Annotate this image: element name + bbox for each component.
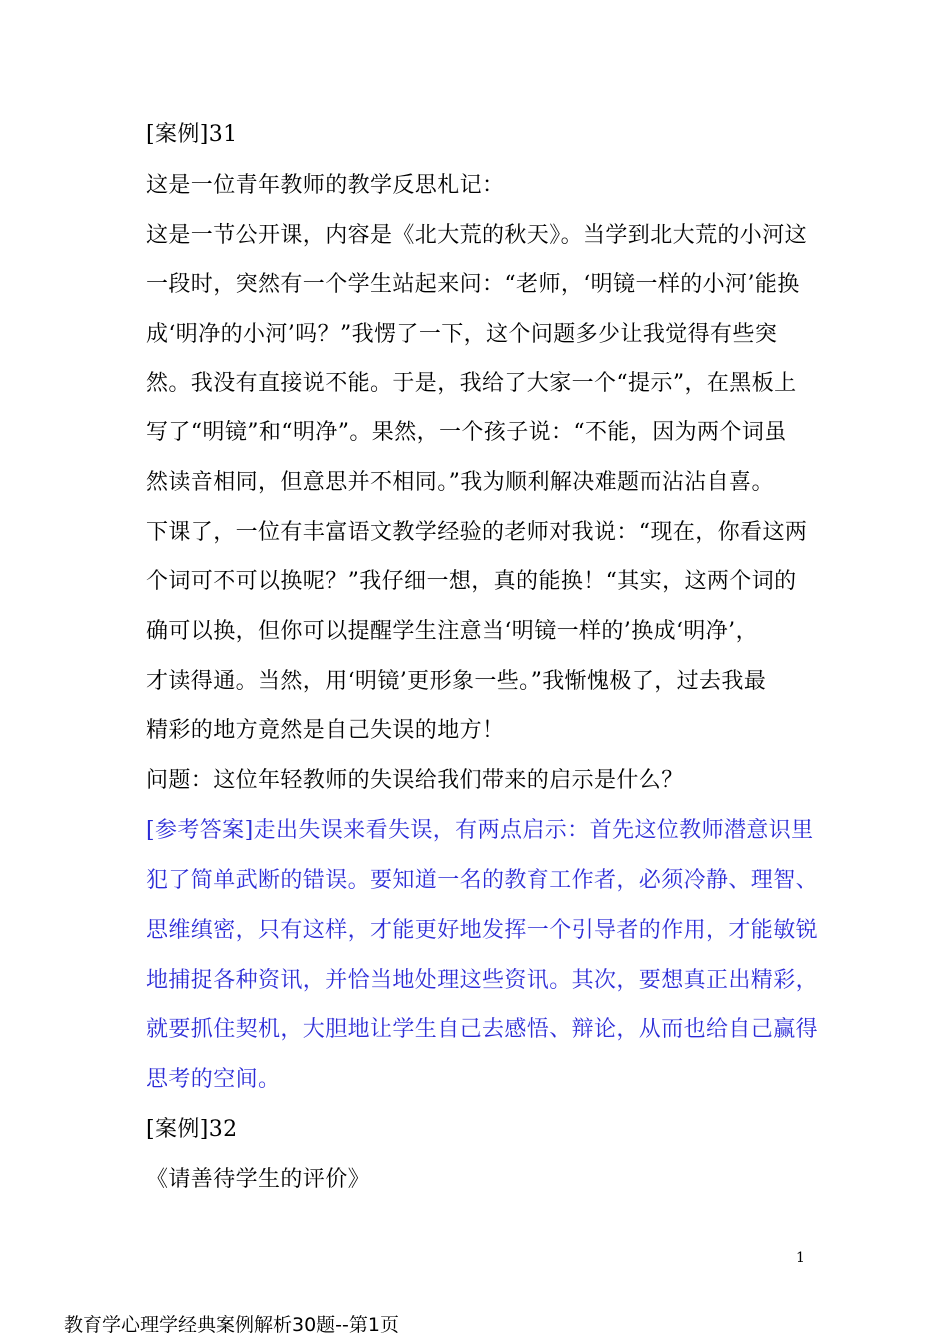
footer-caption: 教育学心理学经典案例解析30题--第1页	[64, 1314, 399, 1336]
case31-answer-line: 就要抓住契机，大胆地让学生自己去感悟、辩论，从而也给自己赢得	[146, 1017, 819, 1042]
page-number: 1	[796, 1250, 805, 1266]
case31-answer-line: 思维缜密，只有这样，才能更好地发挥一个引导者的作用，才能敏锐	[146, 918, 819, 943]
case31-answer-line: 犯了简单武断的错误。要知道一名的教育工作者，必须冷静、理智、	[146, 868, 819, 893]
case31-para2-line: 确可以换，但你可以提醒学生注意当‘明镜一样的’换成‘明净’，	[146, 619, 758, 644]
case31-para1-line: 然读音相同，但意思并不相同。”我为顺利解决难题而沾沾自喜。	[146, 470, 774, 495]
case31-intro: 这是一位青年教师的教学反思札记：	[146, 173, 505, 198]
case32-label: [案例]32	[146, 1117, 238, 1142]
case31-answer-line: [参考答案]走出失误来看失误，有两点启示：首先这位教师潜意识里	[146, 818, 814, 843]
case31-para1-line: 成‘明净的小河’吗？”我愣了一下，这个问题多少让我觉得有些突	[146, 322, 778, 347]
case31-answer-line: 地捕捉各种资讯，并恰当地处理这些资讯。其次，要想真正出精彩，	[146, 968, 819, 993]
case31-para2-line: 精彩的地方竟然是自己失误的地方！	[146, 718, 505, 743]
case31-para1-line: 写了“明镜”和“明净”。果然，一个孩子说：“不能，因为两个词虽	[146, 420, 787, 445]
case31-answer-line: 思考的空间。	[146, 1067, 281, 1092]
case32-title: 《请善待学生的评价》	[146, 1167, 371, 1192]
case31-para1-line: 然。我没有直接说不能。于是，我给了大家一个“提示”，在黑板上	[146, 371, 797, 396]
case31-para1-line: 一段时，突然有一个学生站起来问：“老师，‘明镜一样的小河’能换	[146, 272, 800, 297]
case31-para2-line: 才读得通。当然，用‘明镜’更形象一些。”我惭愧极了，过去我最	[146, 669, 767, 694]
case31-question: 问题：这位年轻教师的失误给我们带来的启示是什么？	[146, 768, 684, 793]
case31-label: [案例]31	[146, 122, 238, 147]
case31-para1-line: 这是一节公开课，内容是《北大荒的秋天》。当学到北大荒的小河这	[146, 223, 808, 248]
case31-para2-line: 个词可不可以换呢？”我仔细一想，真的能换！“其实，这两个词的	[146, 569, 797, 594]
case31-para2-line: 下课了，一位有丰富语文教学经验的老师对我说：“现在，你看这两	[146, 520, 808, 545]
